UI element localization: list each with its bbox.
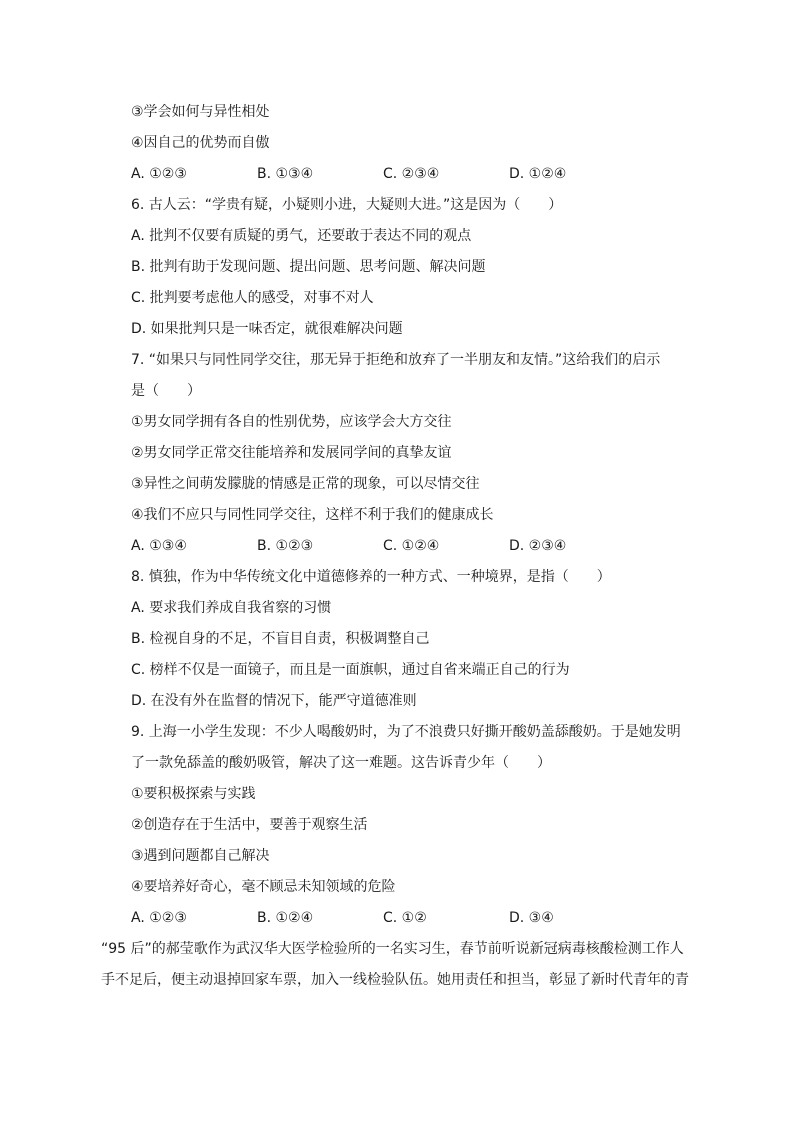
- answer-choice: D. ①②④: [509, 166, 567, 182]
- answer-choice: C. ②③④: [383, 166, 440, 182]
- question-8: 8. 慎独，作为中华传统文化中道德修养的一种方式、一种境界，是指（ ）: [131, 569, 611, 585]
- option-line: ③异性之间萌发朦胧的情感是正常的现象，可以尽情交往: [131, 476, 480, 492]
- option-line: C. 榜样不仅是一面镜子，而且是一面旗帜，通过自省来端正自己的行为: [131, 662, 570, 678]
- option-line: ③遇到问题都自己解决: [131, 848, 270, 864]
- option-line: ④我们不应只与同性同学交往，这样不利于我们的健康成长: [131, 507, 494, 523]
- option-line: C. 批判要考虑他人的感受，对事不对人: [131, 290, 374, 306]
- answer-choice: B. ①②④: [257, 910, 314, 926]
- option-line: A. 要求我们养成自我省察的习惯: [131, 600, 332, 616]
- option-line: D. 如果批判只是一味否定，就很难解决问题: [131, 321, 403, 337]
- option-line: ④要培养好奇心，毫不顾忌未知领域的危险: [131, 879, 396, 895]
- option-line: B. 批判有助于发现问题、提出问题、思考问题、解决问题: [131, 259, 486, 275]
- question-7: 7. “如果只与同性同学交往，那无异于拒绝和放弃了一半朋友和友情。”这给我们的启示: [131, 352, 661, 368]
- question-6: 6. 古人云：“学贵有疑，小疑则小进，大疑则大进。”这是因为（ ）: [131, 197, 563, 213]
- answer-choice: C. ①②④: [383, 538, 440, 554]
- answer-choice: A. ①②③: [131, 910, 187, 926]
- question-9-cont: 了一款免舔盖的酸奶吸管，解决了这一难题。这告诉青少年（ ）: [131, 755, 551, 771]
- answer-choices-q5: [131, 164, 635, 184]
- option-line: ①要积极探索与实践: [131, 786, 256, 802]
- answer-choices-q9: [131, 908, 635, 928]
- material-paragraph: “95 后”的郝莹歌作为武汉华大医学检验所的一名实习生，春节前听说新冠病毒核酸检测工作人: [101, 941, 684, 957]
- answer-choice: D. ②③④: [509, 538, 567, 554]
- answer-choice: A. ①③④: [131, 538, 187, 554]
- option-line: D. 在没有外在监督的情况下，能严守道德准则: [131, 693, 417, 709]
- material-paragraph: 手不足后，便主动退掉回家车票，加入一线检验队伍。她用责任和担当，彰显了新时代青年的青: [101, 972, 689, 988]
- option-line: ④因自己的优势而自傲: [131, 135, 270, 151]
- option-line: A. 批判不仅要有质疑的勇气，还要敢于表达不同的观点: [131, 228, 472, 244]
- answer-choice: B. ①②③: [257, 538, 314, 554]
- question-7-cont: 是（ ）: [131, 383, 201, 399]
- option-line: ③学会如何与异性相处: [131, 104, 270, 120]
- answer-choice: A. ①②③: [131, 166, 187, 182]
- option-line: ②创造存在于生活中，要善于观察生活: [131, 817, 368, 833]
- option-line: ②男女同学正常交往能培养和发展同学间的真挚友谊: [131, 445, 452, 461]
- answer-choice: B. ①③④: [257, 166, 314, 182]
- option-line: B. 检视自身的不足，不盲目自责，积极调整自己: [131, 631, 430, 647]
- option-line: ①男女同学拥有各自的性别优势，应该学会大方交往: [131, 414, 452, 430]
- question-9: 9. 上海一小学生发现：不少人喝酸奶时，为了不浪费只好撕开酸奶盖舔酸奶。于是她发明: [131, 724, 681, 740]
- answer-choice: C. ①②: [383, 910, 427, 926]
- answer-choice: D. ③④: [509, 910, 554, 926]
- answer-choices-q7: [131, 536, 635, 556]
